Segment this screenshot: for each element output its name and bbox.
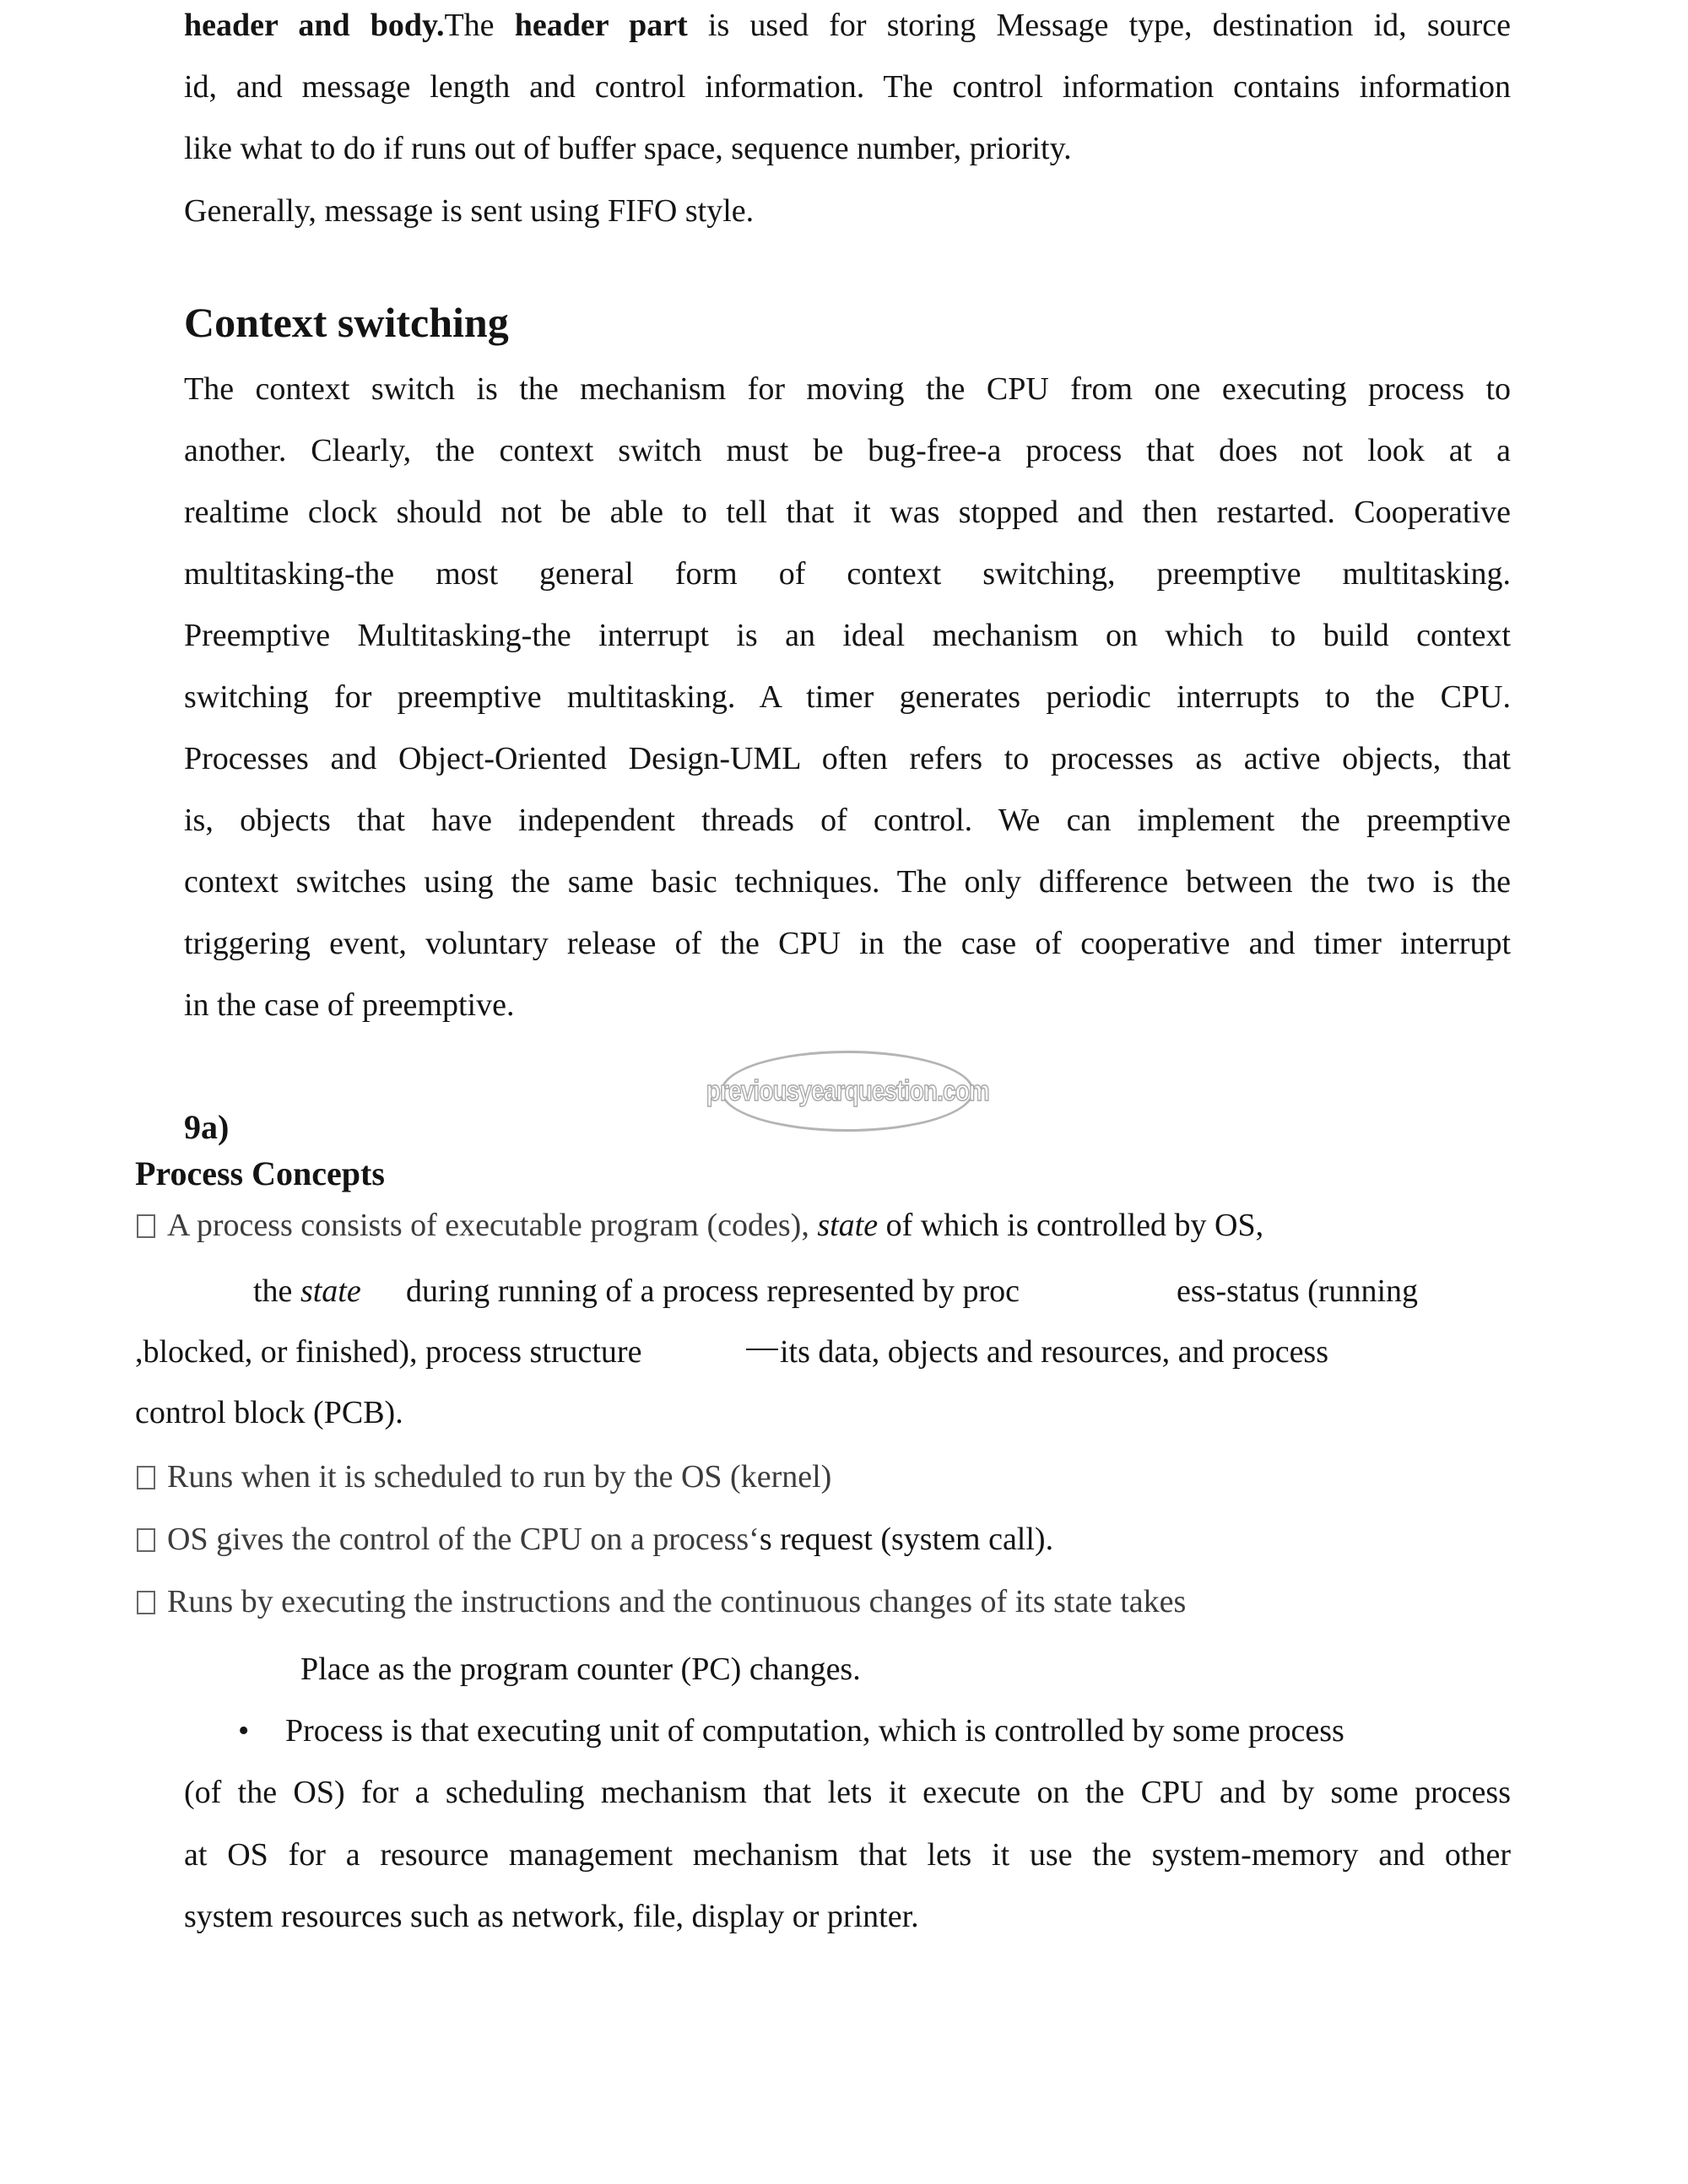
- text: realtime clock should not be able to tell that it was stopped and then restarted. Cooperative: [184, 495, 1511, 530]
- paragraph-line: [184, 1772, 1511, 1813]
- paragraph-line: [184, 677, 1511, 717]
- paragraph-line: [184, 369, 1511, 409]
- text: Runs when it is scheduled to run by the OS (kernel): [167, 1459, 832, 1495]
- checkbox-glyph-icon: [137, 1214, 155, 1238]
- text: its data, objects and resources, and process: [780, 1334, 1329, 1370]
- paragraph-line: [184, 5, 1511, 46]
- checkbox-glyph-icon: [137, 1466, 155, 1489]
- paragraph-line: [184, 554, 1511, 594]
- section-heading: Context switching: [184, 299, 509, 346]
- text: the: [253, 1273, 300, 1309]
- checkbox-glyph-icon: [137, 1591, 155, 1614]
- paragraph-line: [184, 862, 1511, 902]
- paragraph-line: ess-status (running: [1177, 1273, 1419, 1309]
- text: of which is controlled by OS,: [878, 1208, 1264, 1243]
- text: The: [444, 8, 515, 43]
- checkbox-glyph-icon: [137, 1528, 155, 1552]
- text: another. Clearly, the context switch must be bug-free-a process that does not look at a: [184, 433, 1511, 468]
- text: is used for storing Message type, destination id, source: [687, 8, 1511, 43]
- paragraph-line: system resources such as network, file, display or printer.: [184, 1899, 919, 1934]
- paragraph-line: during running of a process represented by proc: [406, 1273, 1020, 1309]
- italic-text: state: [817, 1208, 879, 1243]
- paragraph-line: [746, 1332, 1328, 1372]
- paragraph-line: [184, 67, 1511, 107]
- text: s request (system call).: [759, 1522, 1054, 1557]
- text: A process consists of executable program (codes),: [167, 1208, 818, 1243]
- text: switching for preemptive multitasking. A timer generates periodic interrupts to the CPU.: [184, 679, 1511, 715]
- bold-text: header part: [514, 8, 688, 43]
- paragraph-line: like what to do if runs out of buffer space, sequence number, priority.: [184, 131, 1072, 166]
- text: (of the OS) for a scheduling mechanism that lets it execute on the CPU and by some process: [184, 1775, 1511, 1810]
- paragraph-line: [184, 615, 1511, 656]
- text: is, objects that have independent threads of control. We can implement the preemptive: [184, 803, 1511, 838]
- paragraph-line: [184, 1835, 1511, 1875]
- watermark-logo: [706, 1051, 989, 1132]
- paragraph-line: [253, 1271, 361, 1311]
- text: id, and message length and control information. The control information contains information: [184, 69, 1511, 105]
- list-item: [137, 1519, 1053, 1560]
- section-heading: Process Concepts: [135, 1154, 385, 1192]
- text: at OS for a resource management mechanism that lets it use the system-memory and other: [184, 1837, 1511, 1873]
- paragraph-line: in the case of preemptive.: [184, 987, 515, 1023]
- watermark-text: previousyearquestion.com: [706, 1074, 989, 1107]
- text: triggering event, voluntary release of the CPU in the case of cooperative and timer interrupt: [184, 926, 1511, 961]
- text: context switches using the same basic techniques. The only difference between the two is the: [184, 864, 1511, 900]
- paragraph-line: [184, 923, 1511, 964]
- paragraph-line: Process is that executing unit of computation, which is controlled by some process: [285, 1713, 1344, 1749]
- list-item: [137, 1205, 1263, 1246]
- bullet-icon: •: [238, 1713, 250, 1749]
- list-item: [137, 1581, 1186, 1622]
- text: Preemptive Multitasking-the interrupt is an ideal mechanism on which to build context: [184, 618, 1511, 653]
- paragraph-line: [184, 800, 1511, 841]
- paragraph-line: [184, 430, 1511, 471]
- bold-text: header and body.: [184, 8, 445, 43]
- em-dash: [746, 1349, 778, 1350]
- list-item: [137, 1457, 831, 1497]
- question-number: 9a): [184, 1108, 230, 1146]
- italic-text: state: [300, 1273, 361, 1309]
- paragraph-line: Place as the program counter (PC) changes.: [300, 1652, 861, 1687]
- paragraph-line: [184, 492, 1511, 532]
- paragraph-line: ,blocked, or finished), process structure: [135, 1334, 642, 1370]
- paragraph-line: [184, 738, 1511, 779]
- text: OS gives the control of the CPU on a process‘: [167, 1522, 760, 1557]
- text: Processes and Object-Oriented Design-UML often refers to processes as active objects, that: [184, 741, 1511, 776]
- paragraph-line: Generally, message is sent using FIFO style.: [184, 193, 755, 229]
- text: multitasking-the most general form of context switching, preemptive multitasking.: [184, 556, 1511, 592]
- text: The context switch is the mechanism for moving the CPU from one executing process to: [184, 371, 1511, 407]
- paragraph-line: control block (PCB).: [135, 1395, 403, 1430]
- text: Runs by executing the instructions and the continuous changes of its state takes: [167, 1584, 1187, 1619]
